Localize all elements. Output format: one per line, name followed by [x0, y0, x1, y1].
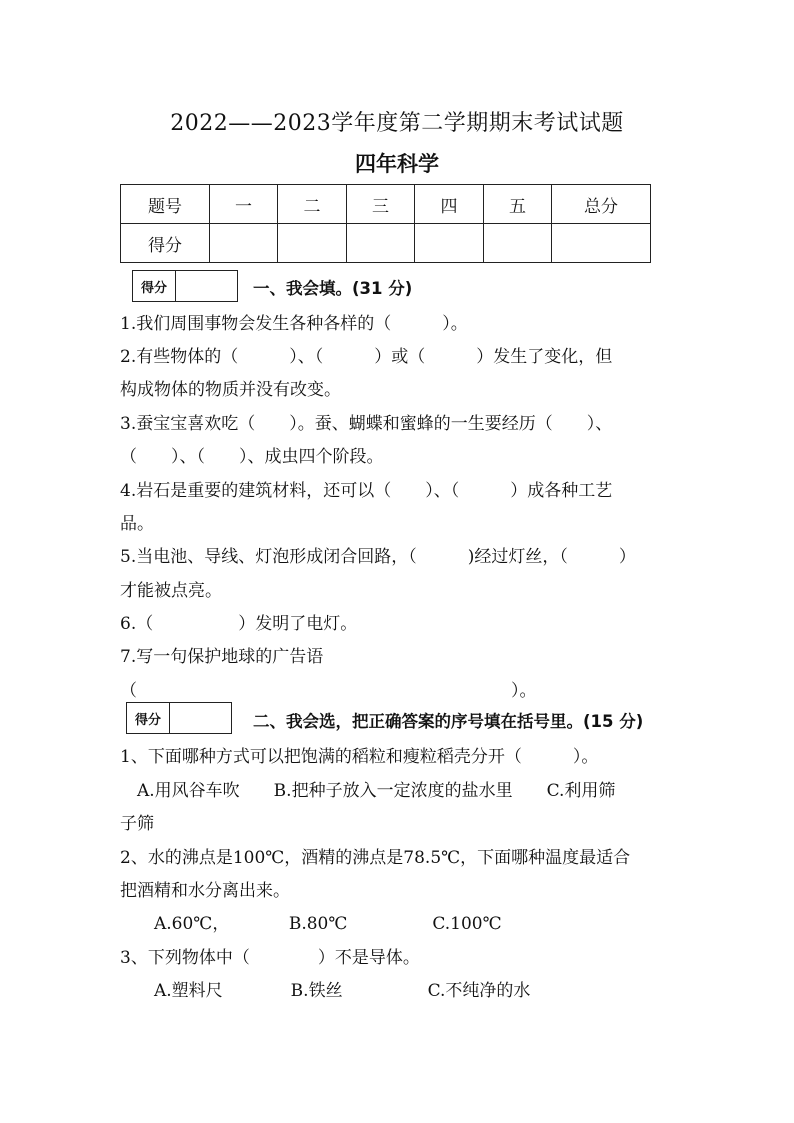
section2-score-box	[126, 702, 232, 734]
section2-heading: 二、我会选，把正确答案的序号填在括号里。(15 分)	[253, 712, 644, 731]
score-cell-blank[interactable]	[415, 224, 484, 263]
score-table-score-row	[121, 224, 651, 263]
question-line: 2.有些物体的（ ）、（ ）或（ ）发生了变化，但	[120, 347, 613, 367]
question-line: 4.岩石是重要的建筑材料，还可以（ ）、（ ）成各种工艺	[120, 481, 613, 501]
score-cell-blank[interactable]	[552, 224, 651, 263]
score-cell-blank[interactable]	[484, 224, 552, 263]
question-line: 1、下面哪种方式可以把饱满的稻粒和瘦粒稻壳分开（ ）。	[120, 747, 599, 767]
question-line: 7.写一句保护地球的广告语	[120, 647, 324, 667]
question-line: 2、水的沸点是100℃，酒精的沸点是78.5℃，下面哪种温度最适合	[120, 848, 631, 868]
score-table	[120, 184, 651, 263]
score-cell-header: 一	[210, 185, 278, 224]
question-line: （ ）、（ ）、成虫四个阶段。	[120, 447, 384, 467]
question-line: 5.当电池、导线、灯泡形成闭合回路，（ )经过灯丝，（ ）	[120, 547, 636, 567]
score-cell-header: 四	[415, 185, 484, 224]
score-table-header-row	[121, 185, 651, 224]
score-cell-label: 题号	[121, 185, 210, 224]
section1-heading: 一、我会填。(31 分)	[253, 279, 413, 298]
question-line: 3.蚕宝宝喜欢吃（ ）。蚕、蝴蝶和蜜蜂的一生要经历（ ）、	[120, 414, 613, 434]
section2-score-blank[interactable]	[170, 703, 231, 733]
question-line: A.60℃， B.80℃ C.100℃	[120, 914, 502, 934]
question-line: 3、下列物体中（ ）不是导体。	[120, 948, 420, 968]
question-line: 6.（ ）发明了电灯。	[120, 614, 358, 634]
question-line: A.塑料尺 B.铁丝 C.不纯净的水	[120, 981, 531, 1001]
section1-score-box	[132, 270, 238, 302]
score-cell-blank[interactable]	[210, 224, 278, 263]
score-cell-header: 三	[347, 185, 415, 224]
score-cell-header: 二	[278, 185, 347, 224]
section2-score-label: 得分	[127, 703, 170, 733]
question-line: 把酒精和水分离出来。	[120, 881, 290, 901]
section1-score-label: 得分	[133, 271, 176, 301]
question-line: 构成物体的物质并没有改变。	[120, 380, 341, 400]
section1-score-blank[interactable]	[176, 271, 237, 301]
question-line: （ ）。	[120, 681, 537, 701]
score-cell-header: 五	[484, 185, 552, 224]
score-cell-blank[interactable]	[347, 224, 415, 263]
exam-subtitle: 四年科学	[355, 152, 439, 176]
exam-title: 2022——2023学年度第二学期期末考试试题	[170, 111, 624, 136]
question-line: 1.我们周围事物会发生各种各样的（ ）。	[120, 314, 468, 334]
score-cell-label: 得分	[121, 224, 210, 263]
question-line: A.用风谷车吹 B.把种子放入一定浓度的盐水里 C.利用筛	[120, 781, 616, 801]
score-cell-blank[interactable]	[278, 224, 347, 263]
question-line: 品。	[120, 514, 154, 534]
question-line: 才能被点亮。	[120, 581, 222, 601]
question-line: 子筛	[120, 814, 154, 834]
score-cell-header: 总分	[552, 185, 651, 224]
